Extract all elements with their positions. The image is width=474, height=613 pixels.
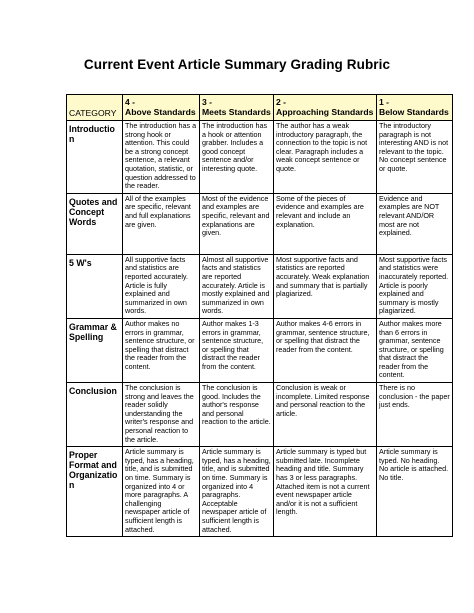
rubric-row-quotes: [67, 193, 453, 254]
header-row: [67, 95, 453, 121]
level-header-4: [123, 95, 200, 121]
level-number: 1 -: [379, 97, 390, 107]
criteria-cell: Some of the pieces of evidence and examples are relevant and include an explanation.: [274, 193, 377, 254]
criteria-cell: Article summary is typed, has a heading, title, and is submitted on time. Summary is organized into 4 or more paragraphs. A challenging newspaper article of sufficient length is attached.: [123, 447, 200, 537]
criteria-cell: Author makes more than 6 errors in grammar, sentence structure, or spelling that distract the reader from the content.: [377, 318, 453, 382]
level-number: 3 -: [202, 97, 213, 107]
category-cell: Conclusion: [67, 383, 123, 447]
criteria-cell: The introduction has a strong hook or attention. This could be a strong concept sentence, a relevant quotation, statistic, or question addressed to the reader.: [123, 121, 200, 194]
criteria-cell: The introduction has a hook or attention grabber. Includes a good concept sentence and/or interesting quote.: [200, 121, 274, 194]
criteria-cell: The introductory paragraph is not interesting AND is not relevant to the topic. No concept sentence or quote.: [377, 121, 453, 194]
level-label: Meets Standards: [202, 107, 271, 117]
criteria-cell: Most supportive facts and statistics were inaccurately reported. Article is poorly explained and summary is mostly plagiarized.: [377, 254, 453, 318]
rubric-row-format: [67, 447, 453, 537]
category-cell: Quotes and Concept Words: [67, 193, 123, 254]
document-title: Current Event Article Summary Grading Rubric: [83, 57, 391, 72]
rubric-table: [66, 94, 453, 537]
category-cell: Introduction: [67, 121, 123, 194]
category-cell: Grammar & Spelling: [67, 318, 123, 382]
criteria-cell: Evidence and examples are NOT relevant AND/OR most are not explained.: [377, 193, 453, 254]
criteria-cell: Article summary is typed. No heading. No article is attached. No title.: [377, 447, 453, 537]
criteria-cell: Author makes 4-6 errors in grammar, sentence structure, or spelling that distract the reader from the content.: [274, 318, 377, 382]
criteria-cell: Most of the evidence and examples are specific, relevant and explanations are given.: [200, 193, 274, 254]
category-cell: Proper Format and Organization: [67, 447, 123, 537]
category-cell: 5 W's: [67, 254, 123, 318]
criteria-cell: Article summary is typed, has a heading, title, and is submitted on time. Summary is organized into 4 paragraphs. Acceptable newspaper article of sufficient length is attached.: [200, 447, 274, 537]
level-header-3: [200, 95, 274, 121]
category-header: CATEGORY: [67, 95, 123, 121]
level-label: Above Standards: [125, 107, 196, 117]
rubric-row-conclusion: [67, 383, 453, 447]
criteria-cell: The author has a weak introductory paragraph, the connection to the topic is not clear. Paragraph includes a weak concept sentence or quote.: [274, 121, 377, 194]
level-label: Below Standards: [379, 107, 449, 117]
criteria-cell: Article summary is typed but submitted late. Incomplete heading and title. Summary has 3 or less paragraphs. Attached item is not a current event newspaper article and/or it is not a sufficient length.: [274, 447, 377, 537]
criteria-cell: Most supportive facts and statistics are reported accurately. Weak explanation and summary that is partially plagiarized.: [274, 254, 377, 318]
criteria-cell: All of the examples are specific, relevant and full explanations are given.: [123, 193, 200, 254]
criteria-cell: Conclusion is weak or incomplete. Limited response and personal reaction to the article.: [274, 383, 377, 447]
rubric-row-grammar: [67, 318, 453, 382]
level-header-2: [274, 95, 377, 121]
criteria-cell: There is no conclusion - the paper just ends.: [377, 383, 453, 447]
level-header-1: [377, 95, 453, 121]
rubric-row-5ws: [67, 254, 453, 318]
criteria-cell: All supportive facts and statistics are reported accurately. Article is fully explained and summarized in own words.: [123, 254, 200, 318]
level-label: Approaching Standards: [276, 107, 374, 117]
criteria-cell: Author makes 1-3 errors in grammar, sentence structure, or spelling that distract the reader from the content.: [200, 318, 274, 382]
criteria-cell: The conclusion is good. Includes the author's response and personal reaction to the article.: [200, 383, 274, 447]
level-number: 4 -: [125, 97, 136, 107]
level-number: 2 -: [276, 97, 287, 107]
criteria-cell: Author makes no errors in grammar, sentence structure, or spelling that distract the reader from the content.: [123, 318, 200, 382]
rubric-row-introduction: [67, 121, 453, 194]
criteria-cell: The conclusion is strong and leaves the reader solidly understanding the writer's response and personal reaction to the article.: [123, 383, 200, 447]
criteria-cell: Almost all supportive facts and statistics are reported accurately. Article is mostly explained and summarized in own words.: [200, 254, 274, 318]
